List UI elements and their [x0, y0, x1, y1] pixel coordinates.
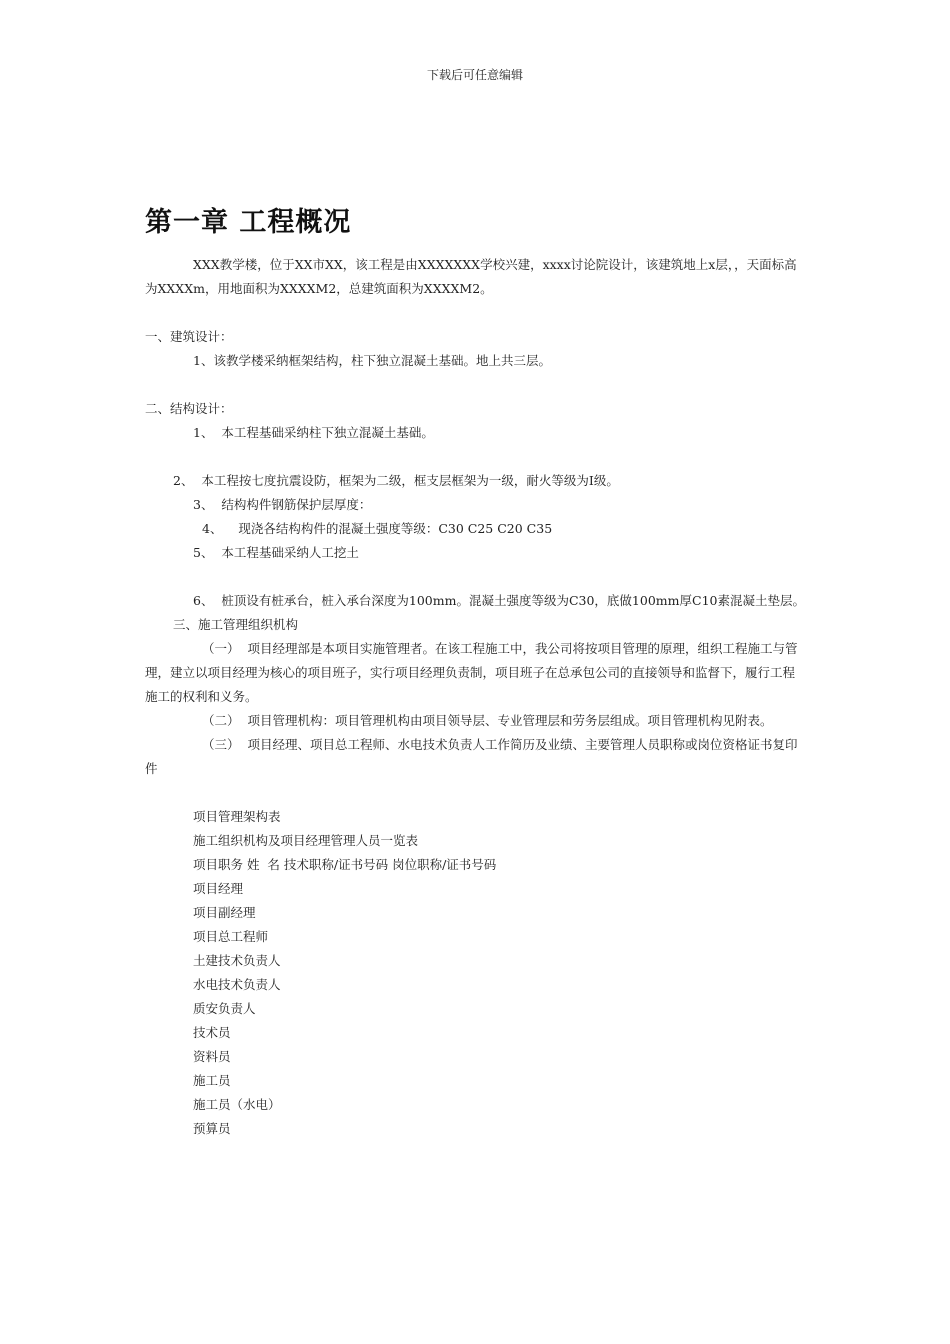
- section-2-heading: 二、结构设计：: [145, 401, 233, 416]
- staff-list: [145, 805, 805, 1141]
- list-item: 项目职务 姓 名 技术职称/证书号码 岗位职称/证书号码: [193, 857, 497, 872]
- list-item: 项目管理架构表: [193, 809, 281, 824]
- list-item: 水电技术负责人: [193, 977, 281, 992]
- section-3-heading: 三、施工管理组织机构: [173, 617, 299, 632]
- list-item: 资料员: [193, 1049, 231, 1064]
- chapter-title: 第一章 工程概况: [145, 207, 352, 238]
- list-item: 项目总工程师: [193, 929, 269, 944]
- list-item: 质安负责人: [193, 1001, 256, 1016]
- list-item: 土建技术负责人: [193, 953, 281, 968]
- list-item: 施工组织机构及项目经理管理人员一览表: [193, 833, 419, 848]
- document-body: [145, 200, 805, 1141]
- section-2-item-4: 4、 现浇各结构构件的混凝土强度等级：C30 C25 C20 C35: [202, 521, 553, 536]
- section-3-para-2: （二） 项目管理机构：项目管理机构由项目领导层、专业管理层和劳务层组成。项目管理机构见附表。: [202, 713, 773, 728]
- page-header: 下载后可任意编辑: [426, 68, 523, 82]
- section-1-heading: 一、建筑设计：: [145, 329, 233, 344]
- list-item: 项目副经理: [193, 905, 256, 920]
- section-2-item-2: 2、 本工程按七度抗震设防，框架为二级，框支层框架为一级，耐火等级为Ⅰ级。: [173, 473, 619, 488]
- list-item: 预算员: [193, 1121, 231, 1136]
- section-2-item-5: 5、 本工程基础采纳人工挖土: [193, 545, 359, 560]
- section-2-item-1: 1、 本工程基础采纳柱下独立混凝土基础。: [193, 425, 434, 440]
- list-item: 施工员: [193, 1073, 231, 1088]
- list-item: 施工员（水电）: [193, 1097, 281, 1112]
- section-2-item-3: 3、 结构构件钢筋保护层厚度：: [193, 497, 372, 512]
- section-3-para-3: （三） 项目经理、项目总工程师、水电技术负责人工作简历及业绩、主要管理人员职称或岗位资格证书复印件: [145, 737, 798, 776]
- list-item: 技术员: [193, 1025, 231, 1040]
- list-item: 项目经理: [193, 881, 244, 896]
- section-1-item: 1、该教学楼采纳框架结构，柱下独立混凝土基础。地上共三层。: [193, 353, 551, 368]
- section-3-para-1: （一） 项目经理部是本项目实施管理者。在该工程施工中，我公司将按项目管理的原理，组织工程施工与管理，建立以项目经理为核心的项目班子，实行项目经理负责制，项目班子在总承包公司的直接领导和监督下，履行工程施工的权利和义务。: [145, 641, 798, 704]
- section-2-item-6: 6、 桩顶设有桩承台，桩入承台深度为100mm。混凝土强度等级为C30，底做100mm厚C10素混凝土垫层。: [193, 593, 805, 608]
- intro-paragraph: XXX教学楼，位于XX市XX，该工程是由XXXXXXX学校兴建，xxxx讨论院设计，该建筑地上x层，，天面标高为XXXXm，用地面积为XXXXM2，总建筑面积为XXXXM2。: [145, 257, 797, 296]
